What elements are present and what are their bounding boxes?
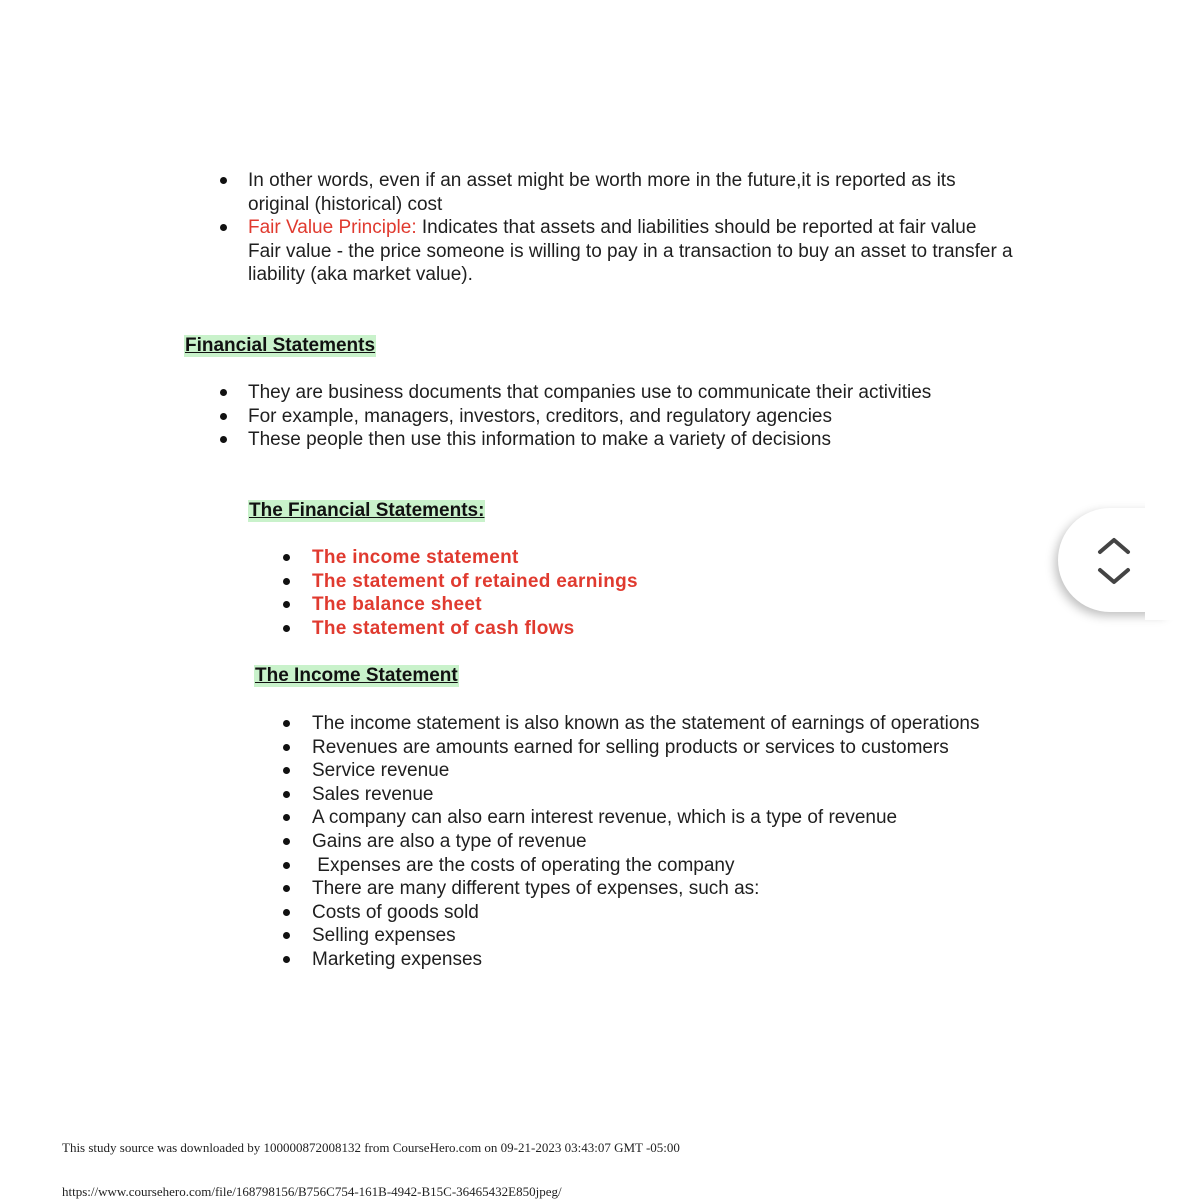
list-item: These people then use this information to make a variety of decisions <box>248 428 1018 452</box>
list-item: A company can also earn interest revenue, which is a type of revenue <box>312 806 1022 830</box>
list-item: Service revenue <box>312 759 1022 783</box>
list-item: They are business documents that companies use to communicate their activities <box>248 381 1018 405</box>
list-item: Gains are also a type of revenue <box>312 830 1022 854</box>
fair-value-text: Indicates that assets and liabilities should be reported at fair value <box>416 217 977 239</box>
fair-value-definition: Fair value - the price someone is willing to pay in a transaction to buy an asset to transfer a liability (aka market value). <box>248 240 1013 286</box>
list-item: Costs of goods sold <box>312 901 1022 925</box>
the-financial-statements-heading: The Financial Statements: <box>249 500 485 521</box>
chevron-down-icon[interactable] <box>1094 564 1134 590</box>
income-statement-heading: The Income Statement <box>255 665 458 686</box>
intro-list <box>248 169 1018 287</box>
financial-statements-list <box>248 381 1018 452</box>
list-item: Revenues are amounts earned for selling products or services to customers <box>312 736 1022 760</box>
fair-value-label: Fair Value Principle: <box>248 217 417 239</box>
list-item: There are many different types of expenses, such as: <box>312 877 1022 901</box>
download-notice: This study source was downloaded by 100000872008132 from CourseHero.com on 09-21-2023 03:43:07 GMT -05:00 <box>62 1140 680 1155</box>
source-url[interactable]: https://www.coursehero.com/file/168798156/B756C754-161B-4942-B15C-36465432E850jpeg/ <box>62 1184 562 1199</box>
list-item: The income statement is also known as the statement of earnings of operations <box>312 712 1022 736</box>
chevron-up-icon[interactable] <box>1094 532 1134 558</box>
list-item: The income statement <box>312 546 1022 570</box>
list-item: In other words, even if an asset might be worth more in the future,it is reported as its original (historical) cost <box>248 169 1018 216</box>
income-statement-list <box>312 712 1022 972</box>
list-item: Expenses are the costs of operating the company <box>312 854 1022 878</box>
list-item: The statement of cash flows <box>312 617 1022 641</box>
list-item: Marketing expenses <box>312 948 1022 972</box>
fair-value-item <box>248 216 1018 287</box>
list-item: Sales revenue <box>312 783 1022 807</box>
list-item: Selling expenses <box>312 924 1022 948</box>
list-item: For example, managers, investors, creditors, and regulatory agencies <box>248 405 1018 429</box>
statements-list <box>312 546 1022 640</box>
list-item: The balance sheet <box>312 593 1022 617</box>
financial-statements-heading: Financial Statements <box>185 335 376 356</box>
list-item: The statement of retained earnings <box>312 570 1022 594</box>
page-edge <box>1145 500 1200 620</box>
